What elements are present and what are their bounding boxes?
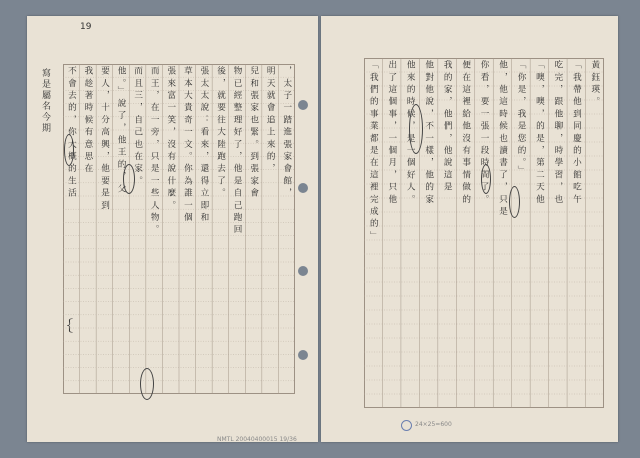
ink-circle [481,164,491,194]
manuscript-column: 「我帶他到同慶的小館吃午 [571,60,582,207]
archive-stamp: NMTL 20040400015 19/36 [217,436,297,443]
manuscript-column: 你看，要一張一段時間了。 [479,60,490,207]
left-manuscript-page [27,16,318,442]
ink-circle [409,104,423,154]
binding-hole [298,100,308,110]
manuscript-column: 後，就要往大陸跑去了。 [215,66,226,201]
manuscript-column: 張太太說：看來，還得立即和 [198,66,209,225]
manuscript-column: 不會去的，你大概的生活 [66,66,77,201]
binding-hole [298,266,308,276]
revision-bracket: ｛ [59,319,73,335]
left-margin-annotation: 寫是屬名今期 [40,68,50,134]
manuscript-column: 他，他這時候也讀書了，只是 [497,60,508,219]
ink-circle [509,186,520,218]
manuscript-column: 而且三，自己也在家。 [132,66,143,188]
manuscript-column: 他對他說，不一樣，他的家 [423,60,434,207]
binding-hole [298,183,308,193]
manuscript-column: 要人，十分高興，他要是到 [99,66,110,213]
manuscript-column: 「噢，噢，的是，第二天他 [534,60,545,207]
manuscript-column: 出了這個事，一個月，只他 [386,60,397,207]
manuscript-column: 黃鈺瑛。 [589,60,600,109]
manuscript-column: 「你是，我是您的。」 [516,60,527,178]
binding-hole [298,350,308,360]
manuscript-column: 「我們的事業都是在這裡完成的」 [368,60,379,243]
publisher-mark-icon [401,420,412,431]
manuscript-column: 他來的時候，是一個好人。 [405,60,416,207]
page-number: 19 [80,22,92,32]
manuscript-column: 我趁著時候有意思在 [82,66,93,176]
manuscript-column: 兒和張家也緊。到張家會 [248,66,259,201]
ink-circle [64,134,74,166]
ink-circle [123,164,135,194]
manuscript-column: 物已經整理好了，他是自己跑回 [232,66,243,237]
manuscript-column: 明天就會追上來的， [265,66,276,176]
manuscript-column: 而王，在一旁，只是一些人物。 [149,66,160,237]
manuscript-column: 我的家，他們，他說這是 [442,60,453,195]
ink-circle [140,368,154,400]
manuscript-column: 吃完，跟他聊，時學習，也 [552,60,563,207]
manuscript-column: 他。」說了，他王的，父 [116,66,127,196]
left-manuscript-grid [63,64,295,394]
manuscript-column: 張來富一笑，沒有說什麼。 [165,66,176,213]
manuscript-column: ，太子一踏進張家會館， [281,66,292,201]
grid-format-label: 24×25=600 [415,421,452,428]
right-manuscript-page [321,16,618,442]
manuscript-column: 草本大貴奇一文。你為誰一個 [182,66,193,225]
manuscript-column: 便在這裡給他沒有事情做的 [460,60,471,207]
